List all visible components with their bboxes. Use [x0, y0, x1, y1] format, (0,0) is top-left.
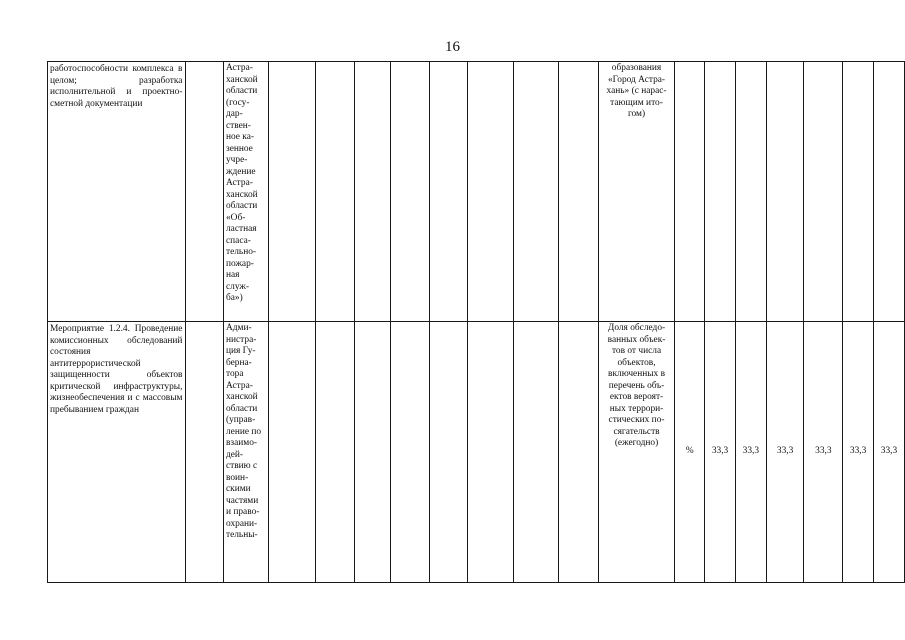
value-cell: 33,3 [874, 322, 905, 583]
empty-cell [513, 322, 558, 583]
program-table [47, 61, 905, 583]
table-row [48, 322, 905, 583]
empty-cell [316, 62, 355, 322]
value-cell [843, 62, 874, 322]
activity-description-cell: Мероприятие 1.2.4. Проведение комиссионных обследований состояния антитеррористической защищенности объектов критической инфраструктуры, жизнеобеспечения и с массовым пребыванием граждан [48, 322, 186, 583]
value-cell [874, 62, 905, 322]
activity-description-cell: работоспособности комплекса в целом; разработка исполнительной и проектно-сметной документации [48, 62, 186, 322]
empty-cell [186, 62, 224, 322]
empty-cell [429, 322, 468, 583]
empty-cell [268, 62, 315, 322]
value-cell: 33,3 [766, 322, 804, 583]
executor-cell: Астра- ханской области (госу- дар- ствен- ное ка- зенное учре- ждение Астра- ханской области «Об- ластная спаса- тельно- пожар- ная служ- ба») [223, 62, 268, 322]
value-cell [766, 62, 804, 322]
value-cell: 33,3 [804, 322, 843, 583]
empty-cell [468, 322, 513, 583]
table-row [48, 62, 905, 322]
value-cell: 33,3 [705, 322, 736, 583]
empty-cell [391, 322, 430, 583]
value-cell [804, 62, 843, 322]
empty-cell [513, 62, 558, 322]
indicator-cell: образования «Город Астра- хань» (с нарас- тающим ито- гом) [598, 62, 675, 322]
empty-cell [354, 62, 391, 322]
indicator-cell: Доля обследо- ванных объек- тов от числа объектов, включенных в перечень объ- ектов вероят- ных террори- стических по- сягательств (ежегодно) [598, 322, 675, 583]
empty-cell [354, 322, 391, 583]
executor-cell: Адми- нистра- ция Гу- берна- тора Астра- ханской области (управ- ление по взаимо- дей- ствию с воин- скими частями и право- охрани- тельны- [223, 322, 268, 583]
empty-cell [316, 322, 355, 583]
value-cell: 33,3 [843, 322, 874, 583]
page-number: 16 [445, 39, 460, 55]
empty-cell [268, 322, 315, 583]
empty-cell [186, 322, 224, 583]
value-cell [735, 62, 766, 322]
empty-cell [391, 62, 430, 322]
unit-cell [675, 62, 705, 322]
empty-cell [468, 62, 513, 322]
empty-cell [559, 62, 599, 322]
empty-cell [429, 62, 468, 322]
unit-cell: % [675, 322, 705, 583]
value-cell [705, 62, 736, 322]
empty-cell [559, 322, 599, 583]
value-cell: 33,3 [735, 322, 766, 583]
